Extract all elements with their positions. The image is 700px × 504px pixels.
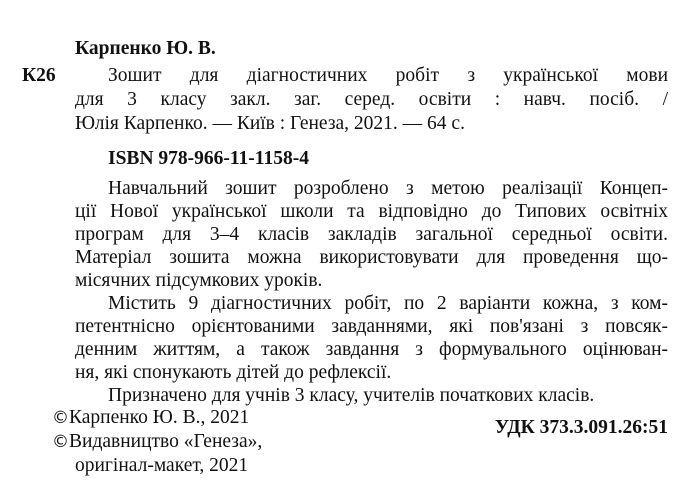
annotation-line-1: Навчальний зошит розроблено з метою реалізації Концеп- <box>108 178 668 199</box>
annotation-line-10: Призначено для учнів 3 класу, учителів початкових класів. <box>108 385 595 406</box>
copyright-publisher <box>52 430 262 454</box>
annotation-line-5: місячних підсумкових уроків. <box>75 270 323 291</box>
annotation-line-9: ня, які спонукають дітей до рефлексії. <box>75 362 392 383</box>
title-line-1: Зошит для діагностичних робіт з української мови <box>108 65 668 86</box>
annotation-line-8: денним життям, а також завдання з формувального оцінюван- <box>75 339 668 360</box>
copyright-author-text: Карпенко Ю. В., 2021 <box>69 407 250 428</box>
copyright-author <box>52 406 249 430</box>
udc-code: УДК 373.3.091.26:51 <box>494 417 668 438</box>
classification-code: К26 <box>22 65 56 86</box>
title-line-2: для 3 класу закл. заг. серед. освіти : навч. посіб. / <box>75 89 668 110</box>
annotation-line-4: Матеріал зошита можна використовувати для проведення що- <box>75 247 668 268</box>
copyright-icon: © <box>52 432 69 452</box>
isbn: ISBN 978-966-11-1158-4 <box>108 148 309 169</box>
copyright-publisher-text: Видавництво «Генеза», <box>69 431 263 452</box>
copyright-icon: © <box>52 408 69 428</box>
annotation-line-3: програм для 3–4 класів закладів загальної середньої освіти. <box>75 224 668 245</box>
annotation-line-2: ції Нової української школи та відповідно до Типових освітніх <box>75 201 668 222</box>
annotation-line-7: петентнісно орієнтованими завданнями, які пов'язані з повсяк- <box>75 316 668 337</box>
annotation-line-6: Містить 9 діагностичних робіт, по 2 варіанти кожна, з ком- <box>108 293 668 314</box>
author-heading: Карпенко Ю. В. <box>75 38 216 59</box>
copyright-layout: оригінал-макет, 2021 <box>75 455 249 476</box>
title-line-3: Юлія Карпенко. — Київ : Генеза, 2021. — 64 с. <box>75 113 465 134</box>
